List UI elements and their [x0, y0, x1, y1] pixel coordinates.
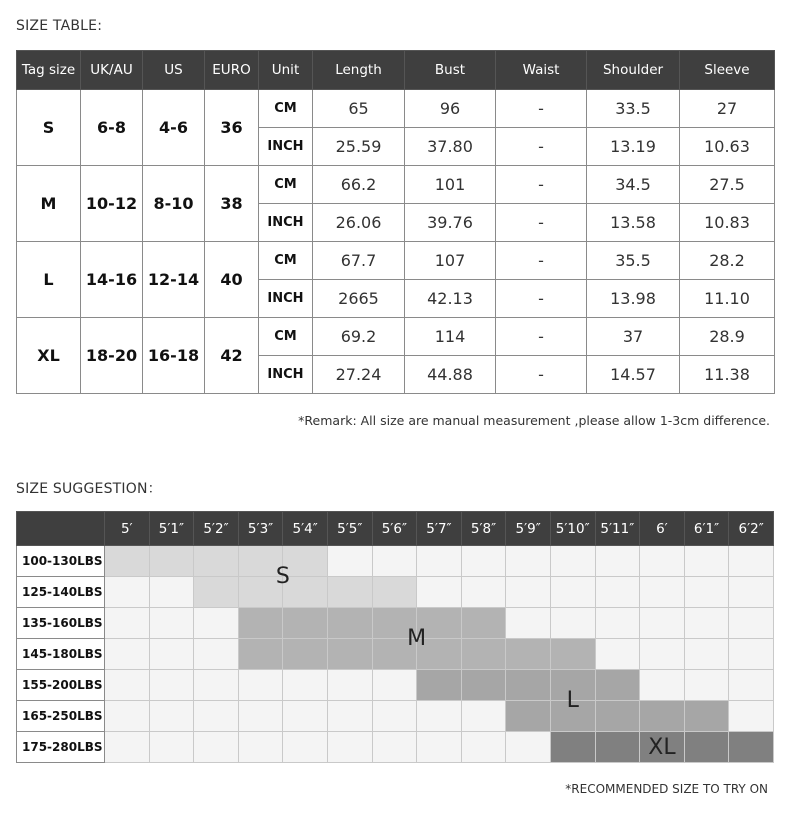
suggestion-cell: [461, 732, 506, 763]
suggestion-cell: [684, 670, 729, 701]
zone-label-xl: XL: [648, 734, 676, 760]
suggestion-cell: [283, 608, 328, 639]
suggestion-cell: [283, 701, 328, 732]
suggestion-cell: [105, 639, 150, 670]
suggestion-cell: [461, 701, 506, 732]
suggestion-cell: [105, 608, 150, 639]
suggestion-cell: [194, 670, 239, 701]
suggestion-cell: [149, 577, 194, 608]
shoulder-cell: 13.19: [587, 128, 680, 166]
weight-row: [17, 546, 774, 577]
size-table-title: SIZE TABLE:: [16, 18, 103, 34]
suggestion-cell: [417, 732, 462, 763]
suggestion-cell: [417, 546, 462, 577]
suggestion-cell: [684, 639, 729, 670]
length-cell: 2665: [313, 280, 405, 318]
weight-label-cell: 135-160LBS: [17, 608, 105, 639]
waist-cell: -: [496, 242, 587, 280]
suggestion-cell: [417, 670, 462, 701]
suggestion-cell: [640, 701, 685, 732]
weight-label-cell: 100-130LBS: [17, 546, 105, 577]
suggestion-cell: [684, 701, 729, 732]
suggestion-cell: [595, 701, 640, 732]
suggestion-cell: [640, 639, 685, 670]
length-cell: 65: [313, 90, 405, 128]
suggestion-cell: [327, 670, 372, 701]
shoulder-cell: 37: [587, 318, 680, 356]
recommend-footnote: *RECOMMENDED SIZE TO TRY ON: [565, 782, 768, 796]
suggestion-cell: [105, 701, 150, 732]
us-cell: 4-6: [143, 90, 205, 166]
suggestion-cell: [194, 701, 239, 732]
suggestion-cell: [506, 546, 551, 577]
suggestion-cell: [417, 577, 462, 608]
weight-label-cell: 125-140LBS: [17, 577, 105, 608]
size-remark: *Remark: All size are manual measurement ,please allow 1-3cm difference.: [298, 413, 770, 428]
header-shoulder: Shoulder: [587, 51, 680, 90]
size-row: [17, 242, 775, 280]
suggestion-cell: [327, 732, 372, 763]
waist-cell: -: [496, 166, 587, 204]
suggestion-cell: [194, 608, 239, 639]
suggestion-cell: [283, 670, 328, 701]
length-cell: 25.59: [313, 128, 405, 166]
weight-row: [17, 670, 774, 701]
height-header-cell: 5′5″: [327, 512, 372, 546]
suggestion-cell: [595, 670, 640, 701]
weight-row: [17, 639, 774, 670]
unit-cell: CM: [259, 90, 313, 128]
bust-cell: 44.88: [405, 356, 496, 394]
header-unit: Unit: [259, 51, 313, 90]
tag-size-cell: L: [17, 242, 81, 318]
height-header-cell: 5′6″: [372, 512, 417, 546]
unit-cell: INCH: [259, 204, 313, 242]
suggestion-cell: [238, 732, 283, 763]
sleeve-cell: 11.38: [680, 356, 775, 394]
us-cell: 8-10: [143, 166, 205, 242]
size-table: [16, 50, 775, 394]
suggestion-cell: [327, 577, 372, 608]
suggestion-cell: [327, 701, 372, 732]
suggestion-cell: [595, 546, 640, 577]
suggestion-cell: [461, 670, 506, 701]
suggestion-cell: [550, 608, 595, 639]
suggestion-cell: [238, 701, 283, 732]
suggestion-cell: [105, 732, 150, 763]
header-us: US: [143, 51, 205, 90]
height-header-cell: 5′4″: [283, 512, 328, 546]
suggestion-cell: [327, 546, 372, 577]
size-row: [17, 90, 775, 128]
suggestion-cell: [595, 639, 640, 670]
suggestion-cell: [327, 639, 372, 670]
zone-label-l: L: [566, 688, 579, 713]
height-header-cell: 5′2″: [194, 512, 239, 546]
header-uk-au: UK/AU: [81, 51, 143, 90]
suggestion-cell: [729, 577, 774, 608]
suggestion-cell: [238, 639, 283, 670]
length-cell: 69.2: [313, 318, 405, 356]
suggestion-cell: [640, 608, 685, 639]
bust-cell: 37.80: [405, 128, 496, 166]
uk-au-cell: 10-12: [81, 166, 143, 242]
size-suggestion-title: SIZE SUGGESTION：: [16, 481, 162, 497]
suggestion-cell: [506, 608, 551, 639]
bust-cell: 101: [405, 166, 496, 204]
suggestion-cell: [729, 701, 774, 732]
suggestion-cell: [372, 701, 417, 732]
suggestion-cell: [372, 670, 417, 701]
suggestion-cell: [461, 577, 506, 608]
suggestion-cell: [149, 639, 194, 670]
sleeve-cell: 10.83: [680, 204, 775, 242]
suggestion-cell: [729, 639, 774, 670]
zone-label-s: S: [275, 564, 290, 589]
unit-cell: CM: [259, 318, 313, 356]
height-header-row: [17, 512, 774, 546]
sleeve-cell: 10.63: [680, 128, 775, 166]
sleeve-cell: 27: [680, 90, 775, 128]
us-cell: 12-14: [143, 242, 205, 318]
suggestion-cell: [729, 670, 774, 701]
length-cell: 27.24: [313, 356, 405, 394]
shoulder-cell: 14.57: [587, 356, 680, 394]
suggestion-cell: [461, 639, 506, 670]
suggestion-cell: [506, 732, 551, 763]
euro-cell: 36: [205, 90, 259, 166]
suggestion-cell: [461, 608, 506, 639]
tag-size-cell: M: [17, 166, 81, 242]
suggestion-cell: [327, 608, 372, 639]
unit-cell: INCH: [259, 356, 313, 394]
length-cell: 26.06: [313, 204, 405, 242]
suggestion-cell: [105, 670, 150, 701]
bust-cell: 114: [405, 318, 496, 356]
height-header-cell: 5′9″: [506, 512, 551, 546]
suggestion-cell: [506, 670, 551, 701]
corner-header-cell: [17, 512, 105, 546]
suggestion-cell: [684, 608, 729, 639]
uk-au-cell: 18-20: [81, 318, 143, 394]
suggestion-cell: [729, 546, 774, 577]
shoulder-cell: 33.5: [587, 90, 680, 128]
sleeve-cell: 11.10: [680, 280, 775, 318]
euro-cell: 38: [205, 166, 259, 242]
suggestion-cell: [283, 732, 328, 763]
suggestion-cell: [506, 577, 551, 608]
bust-cell: 42.13: [405, 280, 496, 318]
suggestion-cell: [640, 546, 685, 577]
suggestion-cell: [595, 577, 640, 608]
size-row: [17, 166, 775, 204]
suggestion-cell: [684, 577, 729, 608]
suggestion-cell: [149, 608, 194, 639]
weight-label-cell: 175-280LBS: [17, 732, 105, 763]
weight-row: [17, 577, 774, 608]
waist-cell: -: [496, 280, 587, 318]
suggestion-cell: [729, 608, 774, 639]
height-header-cell: 6′1″: [684, 512, 729, 546]
suggestion-cell: [595, 608, 640, 639]
waist-cell: -: [496, 318, 587, 356]
shoulder-cell: 13.98: [587, 280, 680, 318]
bust-cell: 107: [405, 242, 496, 280]
uk-au-cell: 14-16: [81, 242, 143, 318]
suggestion-cell: [194, 639, 239, 670]
suggestion-cell: [506, 639, 551, 670]
suggestion-cell: [105, 546, 150, 577]
size-table-header-row: [17, 51, 775, 90]
shoulder-cell: 13.58: [587, 204, 680, 242]
tag-size-cell: S: [17, 90, 81, 166]
header-sleeve: Sleeve: [680, 51, 775, 90]
size-suggestion-table: [16, 511, 774, 763]
suggestion-cell: [506, 701, 551, 732]
tag-size-cell: XL: [17, 318, 81, 394]
waist-cell: -: [496, 204, 587, 242]
size-row: [17, 318, 775, 356]
uk-au-cell: 6-8: [81, 90, 143, 166]
suggestion-cell: [283, 639, 328, 670]
height-header-cell: 5′1″: [149, 512, 194, 546]
header-bust: Bust: [405, 51, 496, 90]
length-cell: 67.7: [313, 242, 405, 280]
unit-cell: CM: [259, 242, 313, 280]
bust-cell: 39.76: [405, 204, 496, 242]
height-header-cell: 5′8″: [461, 512, 506, 546]
suggestion-cell: [595, 732, 640, 763]
length-cell: 66.2: [313, 166, 405, 204]
suggestion-cell: [372, 577, 417, 608]
euro-cell: 40: [205, 242, 259, 318]
waist-cell: -: [496, 128, 587, 166]
unit-cell: CM: [259, 166, 313, 204]
height-header-cell: 5′11″: [595, 512, 640, 546]
suggestion-cell: [640, 670, 685, 701]
shoulder-cell: 34.5: [587, 166, 680, 204]
suggestion-cell: [149, 732, 194, 763]
header-length: Length: [313, 51, 405, 90]
suggestion-cell: [372, 546, 417, 577]
suggestion-cell: [194, 732, 239, 763]
waist-cell: -: [496, 356, 587, 394]
suggestion-cell: [550, 732, 595, 763]
header-euro: EURO: [205, 51, 259, 90]
unit-cell: INCH: [259, 280, 313, 318]
suggestion-cell: [550, 639, 595, 670]
suggestion-cell: [372, 732, 417, 763]
weight-row: [17, 608, 774, 639]
suggestion-cell: [640, 577, 685, 608]
suggestion-cell: [194, 577, 239, 608]
height-header-cell: 5′3″: [238, 512, 283, 546]
zone-label-m: M: [407, 626, 427, 651]
suggestion-cell: [149, 546, 194, 577]
suggestion-cell: [149, 701, 194, 732]
suggestion-cell: [194, 546, 239, 577]
us-cell: 16-18: [143, 318, 205, 394]
suggestion-cell: [105, 577, 150, 608]
suggestion-cell: [684, 732, 729, 763]
waist-cell: -: [496, 90, 587, 128]
suggestion-cell: [149, 670, 194, 701]
sleeve-cell: 28.9: [680, 318, 775, 356]
height-header-cell: 5′7″: [417, 512, 462, 546]
sleeve-cell: 27.5: [680, 166, 775, 204]
suggestion-cell: [238, 670, 283, 701]
weight-row: [17, 701, 774, 732]
weight-label-cell: 145-180LBS: [17, 639, 105, 670]
height-header-cell: 6′: [640, 512, 685, 546]
suggestion-cell: [461, 546, 506, 577]
suggestion-cell: [238, 608, 283, 639]
header-waist: Waist: [496, 51, 587, 90]
weight-label-cell: 155-200LBS: [17, 670, 105, 701]
header-tag-size: Tag size: [17, 51, 81, 90]
suggestion-cell: [550, 577, 595, 608]
suggestion-cell: [729, 732, 774, 763]
unit-cell: INCH: [259, 128, 313, 166]
suggestion-cell: [417, 701, 462, 732]
shoulder-cell: 35.5: [587, 242, 680, 280]
weight-label-cell: 165-250LBS: [17, 701, 105, 732]
suggestion-cell: [684, 546, 729, 577]
bust-cell: 96: [405, 90, 496, 128]
height-header-cell: 5′: [105, 512, 150, 546]
height-header-cell: 6′2″: [729, 512, 774, 546]
euro-cell: 42: [205, 318, 259, 394]
height-header-cell: 5′10″: [550, 512, 595, 546]
suggestion-cell: [550, 546, 595, 577]
sleeve-cell: 28.2: [680, 242, 775, 280]
